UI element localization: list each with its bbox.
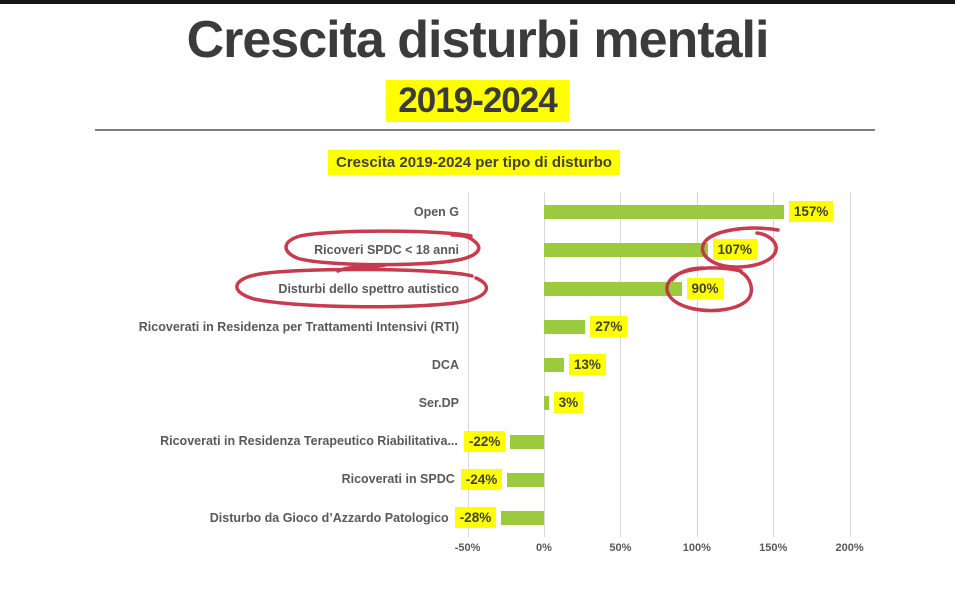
- x-tick-label: 150%: [759, 542, 788, 554]
- bar: [544, 320, 585, 334]
- gridline: [850, 192, 851, 537]
- category-label: Ricoveri SPDC < 18 anni: [314, 243, 459, 258]
- bar-row-negative: [160, 431, 505, 452]
- value-label: -22%: [464, 431, 506, 452]
- bar: [544, 282, 682, 296]
- category-label: DCA: [431, 358, 459, 372]
- value-label: 13%: [569, 354, 606, 375]
- bar: [544, 358, 564, 372]
- value-label: -24%: [461, 469, 503, 490]
- page-subtitle-highlight: 2019-2024: [386, 80, 568, 122]
- value-label: -28%: [455, 507, 497, 528]
- bar: [544, 205, 784, 219]
- category-label: Ser.DP: [418, 396, 459, 411]
- value-label: 27%: [590, 316, 627, 337]
- bar-row-negative: [342, 469, 503, 490]
- category-label: Ricoverati in SPDC: [341, 472, 455, 487]
- x-tick-label: 100%: [682, 542, 711, 554]
- category-label: Ricoverati in Residenza Terapeutico Riabilitativa...: [160, 434, 458, 448]
- x-tick-label: -50%: [454, 542, 481, 554]
- category-label: Ricoverati in Residenza per Trattamenti Intensivi (RTI): [138, 319, 459, 334]
- category-label: Disturbi dello spettro autistico: [278, 281, 459, 296]
- bar: [501, 511, 544, 525]
- x-tick-label: 0%: [536, 542, 552, 554]
- bar: [544, 396, 549, 410]
- x-tick-label: 200%: [835, 542, 864, 554]
- gridline: [773, 192, 774, 537]
- x-tick-label: 50%: [609, 542, 632, 554]
- bar: [544, 243, 708, 257]
- page-title: Crescita disturbi mentali: [186, 11, 769, 69]
- bar: [507, 473, 544, 487]
- category-label: Open G: [413, 205, 459, 219]
- bar: [510, 435, 544, 449]
- chart-title: Crescita 2019-2024 per tipo di disturbo: [328, 150, 620, 175]
- bar-row-negative: [210, 507, 496, 528]
- value-label: 90%: [687, 278, 724, 299]
- value-label: 3%: [554, 392, 584, 413]
- value-label: 157%: [789, 201, 834, 222]
- category-label: Disturbo da Gioco d’Azzardo Patologico: [209, 510, 449, 525]
- value-label: 107%: [713, 239, 758, 260]
